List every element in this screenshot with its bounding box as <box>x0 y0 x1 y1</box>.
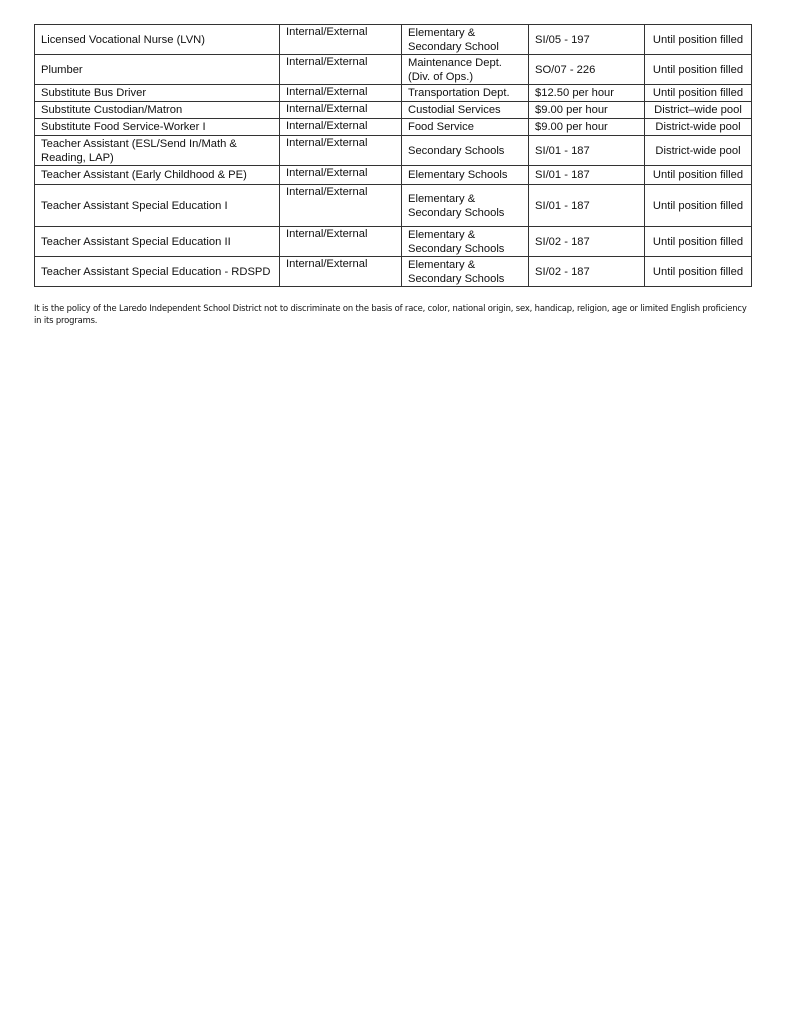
table-row <box>35 166 752 185</box>
pay-grade: SI/05 - 197 <box>529 25 645 55</box>
non-discrimination-policy: It is the policy of the Laredo Independent School District not to discriminate on the basis of race, color, national origin, sex, handicap, religion, age or limited English proficiency in its programs. <box>34 303 747 325</box>
posting-type: Internal/External <box>280 185 402 227</box>
posting-type: Internal/External <box>280 25 402 55</box>
table-row <box>35 257 752 287</box>
posting-type: Internal/External <box>280 257 402 287</box>
pay-grade: SI/01 - 187 <box>529 136 645 166</box>
pay-grade: SI/01 - 187 <box>529 166 645 185</box>
closing-date: Until position filled <box>645 227 752 257</box>
position-title: Plumber <box>35 55 280 85</box>
table-row <box>35 185 752 227</box>
posting-type: Internal/External <box>280 102 402 119</box>
posting-type: Internal/External <box>280 85 402 102</box>
closing-date: District-wide pool <box>645 119 752 136</box>
posting-type: Internal/External <box>280 227 402 257</box>
position-title: Teacher Assistant (ESL/Send In/Math & Reading, LAP) <box>35 136 280 166</box>
pay-grade: SI/02 - 187 <box>529 227 645 257</box>
posting-type: Internal/External <box>280 136 402 166</box>
table-row <box>35 55 752 85</box>
pay-grade: $9.00 per hour <box>529 119 645 136</box>
location: Food Service <box>402 119 529 136</box>
table-row <box>35 25 752 55</box>
position-title: Substitute Food Service-Worker I <box>35 119 280 136</box>
table-row <box>35 136 752 166</box>
closing-date: Until position filled <box>645 257 752 287</box>
location: Elementary & Secondary School <box>402 25 529 55</box>
posting-type: Internal/External <box>280 55 402 85</box>
closing-date: Until position filled <box>645 185 752 227</box>
location: Custodial Services <box>402 102 529 119</box>
table-row <box>35 102 752 119</box>
pay-grade: $9.00 per hour <box>529 102 645 119</box>
posting-type: Internal/External <box>280 166 402 185</box>
position-title: Teacher Assistant Special Education I <box>35 185 280 227</box>
location: Elementary Schools <box>402 166 529 185</box>
pay-grade: SO/07 - 226 <box>529 55 645 85</box>
closing-date: Until position filled <box>645 85 752 102</box>
closing-date: Until position filled <box>645 55 752 85</box>
pay-grade: SI/01 - 187 <box>529 185 645 227</box>
position-title: Licensed Vocational Nurse (LVN) <box>35 25 280 55</box>
closing-date: District-wide pool <box>645 136 752 166</box>
job-postings-table <box>34 24 752 287</box>
table-row <box>35 119 752 136</box>
location: Maintenance Dept. (Div. of Ops.) <box>402 55 529 85</box>
position-title: Teacher Assistant Special Education II <box>35 227 280 257</box>
posting-type: Internal/External <box>280 119 402 136</box>
closing-date: Until position filled <box>645 166 752 185</box>
position-title: Teacher Assistant (Early Childhood & PE) <box>35 166 280 185</box>
location: Secondary Schools <box>402 136 529 166</box>
pay-grade: $12.50 per hour <box>529 85 645 102</box>
table-row <box>35 85 752 102</box>
location: Elementary & Secondary Schools <box>402 257 529 287</box>
location: Transportation Dept. <box>402 85 529 102</box>
location: Elementary & Secondary Schools <box>402 185 529 227</box>
position-title: Teacher Assistant Special Education - RDSPD <box>35 257 280 287</box>
position-title: Substitute Bus Driver <box>35 85 280 102</box>
closing-date: District–wide pool <box>645 102 752 119</box>
table-row <box>35 227 752 257</box>
position-title: Substitute Custodian/Matron <box>35 102 280 119</box>
closing-date: Until position filled <box>645 25 752 55</box>
location: Elementary & Secondary Schools <box>402 227 529 257</box>
pay-grade: SI/02 - 187 <box>529 257 645 287</box>
